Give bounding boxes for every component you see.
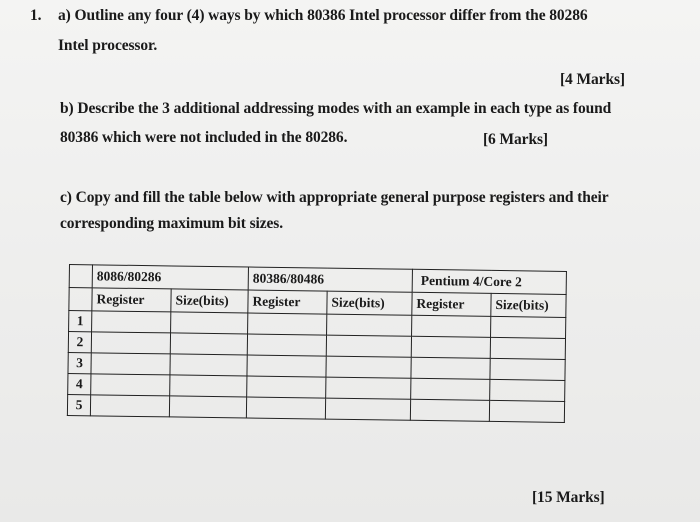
row-number: 4 (68, 373, 91, 394)
table-corner-cell-2 (69, 288, 92, 311)
table-cell (91, 374, 170, 396)
group-header-80386-80486: 80386/80486 (248, 267, 412, 292)
row-number: 1 (69, 311, 92, 332)
table-cell (90, 395, 169, 417)
subheader-size: Size(bits) (491, 293, 566, 317)
subheader-size: Size(bits) (327, 291, 412, 315)
table-cell (171, 312, 248, 334)
part-a-line-1: a) Outline any four (4) ways by which 80386 Intel processor differ from the 80286 (58, 7, 588, 24)
table-cell (327, 314, 412, 336)
subheader-size: Size(bits) (171, 289, 248, 313)
table-cell (326, 335, 411, 357)
table-cell (170, 375, 247, 397)
part-b-marks: [6 Marks] (483, 131, 548, 148)
table-cell (92, 311, 171, 333)
row-number: 3 (68, 352, 91, 373)
table-cell (169, 396, 246, 418)
part-c-line-1: c) Copy and fill the table below with appropriate general purpose registers and their (60, 189, 609, 206)
table-cell (411, 336, 490, 358)
table-cell (247, 334, 326, 356)
table-cell (91, 332, 170, 354)
part-b-line-2: 80386 which were not included in the 80286. (60, 129, 348, 146)
table-cell (247, 355, 326, 377)
table-corner-cell (69, 265, 92, 288)
row-number: 5 (67, 394, 90, 415)
question-number: 1. (30, 7, 42, 24)
table-cell (410, 399, 489, 421)
table-cell (248, 313, 327, 335)
table-cell (412, 315, 491, 337)
subheader-register: Register (412, 292, 491, 316)
table-cell (326, 356, 411, 378)
part-c-marks: [15 Marks] (532, 489, 605, 506)
register-table-wrapper (67, 264, 567, 423)
table-cell (325, 398, 410, 420)
table-cell (326, 377, 411, 399)
group-header-pentium-core2: Pentium 4/Core 2 (412, 269, 566, 294)
table-cell (490, 337, 565, 359)
group-header-8086-80286: 8086/80286 (92, 265, 248, 290)
table-cell (490, 379, 565, 401)
table-cell (411, 378, 490, 400)
table-cell (411, 357, 490, 379)
table-cell (170, 333, 247, 355)
table-cell (247, 376, 326, 398)
table-cell (491, 316, 566, 338)
row-number: 2 (68, 332, 91, 353)
part-a-line-2: Intel processor. (58, 37, 158, 54)
table-cell (246, 397, 325, 419)
register-table (67, 264, 567, 423)
part-b-line-1: b) Describe the 3 additional addressing modes with an example in each type as found (60, 100, 612, 117)
subheader-register: Register (92, 288, 171, 312)
table-cell (489, 400, 564, 422)
subheader-register: Register (248, 290, 327, 314)
part-a-marks: [4 Marks] (560, 71, 625, 88)
table-cell (490, 358, 565, 380)
part-c-line-2: corresponding maximum bit sizes. (60, 215, 283, 232)
table-cell (170, 354, 247, 376)
table-cell (91, 353, 170, 375)
